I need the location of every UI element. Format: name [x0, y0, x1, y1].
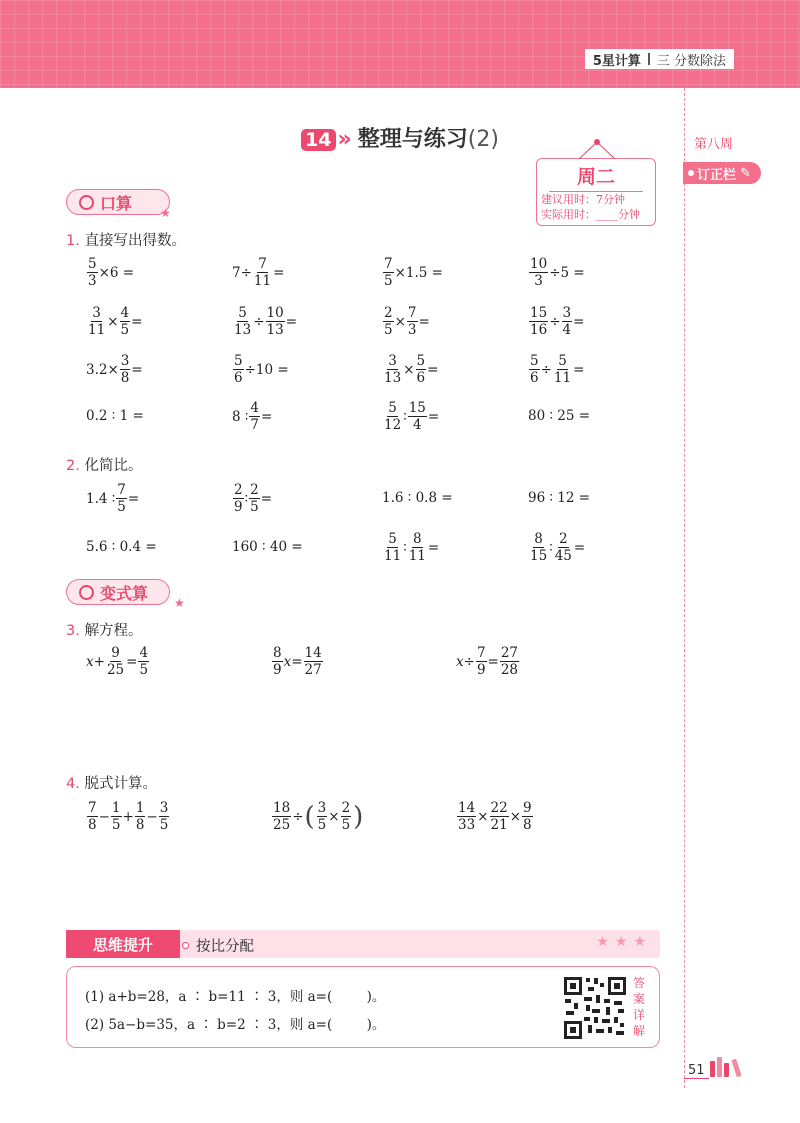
- q1-item: $\frac{5}{3}$ ×6 =: [88, 256, 135, 289]
- q1-item: 8 ∶ $\frac{4}{7}$ =: [232, 400, 273, 433]
- thinking-header: [66, 930, 660, 958]
- section-variant: [66, 579, 170, 605]
- suggested-time: 建议用时：7分钟: [541, 193, 625, 206]
- q2-item: $\frac{2}{9}$ ∶ $\frac{2}{5}$ =: [234, 482, 273, 515]
- q1-item: $\frac{5}{6}$ ÷10 =: [234, 353, 289, 386]
- section-title: 口算: [100, 193, 133, 213]
- q1-item: $\frac{15}{16}$ ÷ $\frac{3}{4}$ =: [530, 305, 585, 338]
- actual-time: 实际用时：____分钟: [541, 208, 640, 221]
- thinking-problem-2: (2) 5a−b=35，a ∶ b=2 ∶ 3，则 a=( )。: [85, 1017, 386, 1033]
- correction-label: 订正栏: [697, 167, 737, 183]
- q1-item: 0.2 ∶ 1 =: [86, 408, 144, 424]
- books-icon: [710, 1057, 739, 1077]
- section-title: 变式算: [100, 583, 149, 603]
- time-card: [536, 158, 656, 226]
- question-4: 4. 脱式计算。: [66, 776, 157, 792]
- difficulty-stars: ★★★: [596, 934, 652, 950]
- answer-detail-link[interactable]: 答案详解: [632, 976, 645, 1038]
- pencil-icon: ✎: [740, 165, 751, 181]
- calculation: $\frac{14}{33}$ × $\frac{22}{21}$ × $\frac{9}{8}$: [458, 800, 532, 833]
- q1-item: $\frac{5}{13}$ ÷ $\frac{10}{13}$ =: [234, 305, 297, 338]
- calculation: $\frac{18}{25}$ ÷ ( $\frac{3}{5}$ × $\frac{2}{5}$ ): [273, 800, 364, 833]
- q2-item: 1.4 ∶ $\frac{7}{5}$ =: [86, 482, 140, 515]
- q2-item: 160 ∶ 40 =: [232, 539, 303, 555]
- calculation: $\frac{7}{8}$ − $\frac{1}{5}$ + $\frac{1}{8}$ − $\frac{3}{5}$: [88, 800, 169, 833]
- target-icon: [79, 585, 94, 600]
- header-band: [0, 0, 800, 88]
- q1-item: $\frac{7}{5}$ ×1.5 =: [384, 256, 443, 289]
- correction-column-tag: [683, 162, 761, 184]
- q1-item: $\frac{5}{12}$ ∶ $\frac{15}{4}$ =: [384, 400, 440, 433]
- q2-item: 5.6 ∶ 0.4 =: [86, 539, 157, 555]
- week-label: 第八周: [694, 137, 734, 152]
- book-title: 5星计算: [592, 53, 641, 69]
- section-mental-math: [66, 189, 170, 215]
- stopwatch-icon: [79, 195, 94, 210]
- chevron-right-icon: »: [337, 127, 352, 152]
- margin-divider: [684, 88, 685, 1088]
- question-3: 3. 解方程。: [66, 623, 143, 639]
- q1-item: $\frac{2}{5}$ × $\frac{7}{3}$ =: [384, 305, 430, 338]
- equation: x + $\frac{9}{25}$ = $\frac{4}{5}$: [86, 645, 149, 678]
- star-icon: ★: [174, 596, 185, 610]
- q1-item: $\frac{3}{11}$ × $\frac{4}{5}$ =: [88, 305, 143, 338]
- divider: [648, 53, 650, 65]
- hanger-icon: [577, 137, 617, 161]
- q2-item: $\frac{8}{15}$ ∶ $\frac{2}{45}$ =: [530, 531, 586, 564]
- lesson-part: (2): [467, 127, 499, 152]
- page-title: [0, 122, 800, 153]
- page-number: 51: [684, 1063, 709, 1079]
- q1-item: 80 ∶ 25 =: [528, 408, 591, 424]
- q1-item: $\frac{5}{6}$ ÷ $\frac{5}{11}$ =: [530, 353, 585, 386]
- q2-item: 1.6 ∶ 0.8 =: [382, 490, 453, 506]
- lesson-title: 整理与练习: [357, 127, 468, 152]
- thinking-topic: 按比分配: [196, 939, 254, 955]
- equation: x ÷ $\frac{7}{9}$ = $\frac{27}{28}$: [456, 645, 519, 678]
- q1-item: $\frac{3}{13}$ × $\frac{5}{6}$ =: [384, 353, 439, 386]
- q2-item: 96 ∶ 12 =: [528, 490, 591, 506]
- thinking-problem-1: (1) a+b=28，a ∶ b=11 ∶ 3，则 a=( )。: [85, 989, 386, 1005]
- equation: $\frac{8}{9}$ x = $\frac{14}{27}$: [273, 645, 322, 678]
- q1-item: $\frac{10}{3}$ ÷5 =: [530, 256, 585, 289]
- q1-item: 7÷ $\frac{7}{11}$ =: [232, 256, 285, 289]
- lesson-number: 14: [301, 129, 335, 151]
- question-2: 2. 化简比。: [66, 458, 143, 474]
- breadcrumb: [585, 49, 734, 69]
- question-1: 1. 直接写出得数。: [66, 233, 186, 249]
- q1-item: 3.2× $\frac{3}{8}$ =: [86, 353, 143, 386]
- qr-code-icon[interactable]: [562, 975, 628, 1041]
- chapter-title: 三 分数除法: [656, 53, 726, 69]
- thinking-label: 思维提升: [66, 930, 180, 958]
- weekday: 周二: [549, 162, 643, 192]
- q2-item: $\frac{5}{11}$ ∶ $\frac{8}{11}$ =: [384, 531, 440, 564]
- star-icon: ★: [160, 206, 171, 220]
